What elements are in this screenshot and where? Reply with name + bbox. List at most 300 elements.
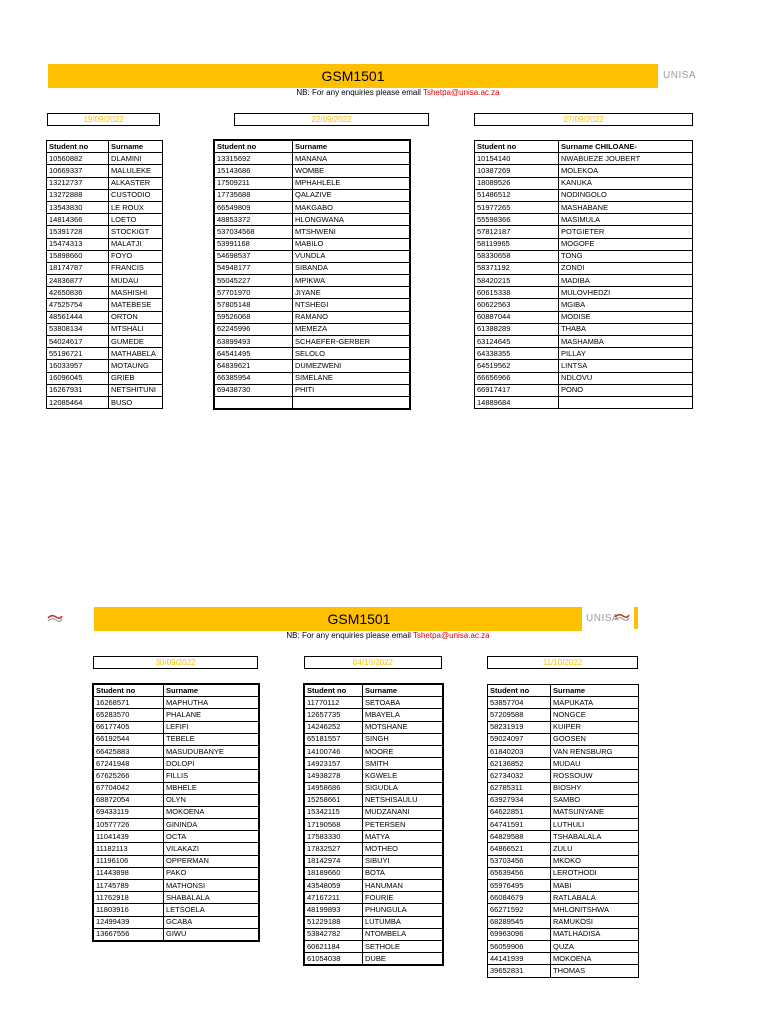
student-no-cell: 42650836: [47, 287, 109, 299]
table-row: [488, 953, 639, 965]
table-row: [488, 904, 639, 916]
table-row: [94, 697, 259, 709]
surname-cell: MATLHADISA: [551, 928, 639, 940]
student-no-cell: 10387269: [475, 165, 559, 177]
table-row: [488, 831, 639, 843]
table-row: [488, 758, 639, 770]
surname-cell: NWABUEZE JOUBERT: [559, 153, 693, 165]
table-row: [305, 880, 443, 892]
student-no-cell: 51977265: [475, 201, 559, 213]
table-row: [305, 843, 443, 855]
header-surname: Surname: [551, 685, 639, 697]
student-no-cell: 66084679: [488, 892, 551, 904]
student-no-cell: 12499439: [94, 916, 164, 928]
student-no-cell: 58119965: [475, 238, 559, 250]
student-no-cell: 48853372: [215, 214, 293, 226]
surname-cell: LEFIFI: [164, 721, 259, 733]
surname-cell: THABA: [559, 323, 693, 335]
surname-cell: BIOSHY: [551, 782, 639, 794]
surname-cell: MUDAU: [109, 275, 163, 287]
student-no-cell: 17190568: [305, 819, 363, 831]
table-row: [475, 275, 693, 287]
surname-cell: MUDZANANI: [363, 806, 443, 818]
table-row: [47, 250, 163, 262]
student-no-cell: 14814366: [47, 214, 109, 226]
surname-cell: MABILO: [293, 238, 410, 250]
surname-cell: TEBELE: [164, 733, 259, 745]
unisa-flag-icon: [47, 612, 63, 624]
table-row: [47, 299, 163, 311]
table-row: [305, 953, 443, 965]
table-row: [47, 287, 163, 299]
student-no-cell: 53991168: [215, 238, 293, 250]
student-no-cell: 64839621: [215, 360, 293, 372]
page2-date-1: 30/09/2022: [93, 656, 258, 669]
table-row: [488, 745, 639, 757]
student-no-cell: 66917417: [475, 384, 559, 396]
student-no-cell: 16033957: [47, 360, 109, 372]
table-row: [488, 794, 639, 806]
table-header-row: [488, 685, 639, 697]
surname-cell: MATYA: [363, 831, 443, 843]
student-no-cell: 69438730: [215, 384, 293, 396]
surname-cell: SAMBO: [551, 794, 639, 806]
surname-cell: LEROTHODI: [551, 867, 639, 879]
student-no-cell: 53703456: [488, 855, 551, 867]
surname-cell: POTGIETER: [559, 226, 693, 238]
header-surname: Surname CHILOANE-: [559, 141, 693, 153]
student-no-cell: 62136852: [488, 758, 551, 770]
student-no-cell: 66425883: [94, 745, 164, 757]
surname-cell: PHITI: [293, 384, 410, 396]
student-no-cell: 11770112: [305, 697, 363, 709]
table-row: [475, 372, 693, 384]
surname-cell: MATEBESE: [109, 299, 163, 311]
student-no-cell: 16268571: [94, 697, 164, 709]
table-row: [94, 770, 259, 782]
surname-cell: LE ROUX: [109, 201, 163, 213]
student-no-cell: 48199893: [305, 904, 363, 916]
student-no-cell: 12085464: [47, 396, 109, 408]
surname-cell: MHLONITSHWA: [551, 904, 639, 916]
page2-enquiry-note: [48, 631, 728, 640]
surname-cell: MBAYELA: [363, 709, 443, 721]
surname-cell: OCTA: [164, 831, 259, 843]
page2-date-3: 11/10/2022: [487, 656, 638, 669]
table-row: [305, 794, 443, 806]
table-row: [475, 348, 693, 360]
table-row: [215, 287, 410, 299]
table-row: [215, 177, 410, 189]
page2-note-email[interactable]: Tshetpa@unisa.ac.za: [412, 631, 490, 640]
surname-cell: NTOMBELA: [363, 928, 443, 940]
surname-cell: PAKO: [164, 867, 259, 879]
surname-cell: NODINGOLO: [559, 189, 693, 201]
surname-cell: MKOKO: [551, 855, 639, 867]
surname-cell: LUTUMBA: [363, 916, 443, 928]
surname-cell: SETHOLE: [363, 940, 443, 952]
page1-date-1: 19/09/2022: [47, 113, 160, 126]
table-row: [215, 336, 410, 348]
student-no-cell: 58371192: [475, 262, 559, 274]
table-row: [215, 348, 410, 360]
surname-cell: DUMEZWENI: [293, 360, 410, 372]
surname-cell: RAMUKOSI: [551, 916, 639, 928]
student-no-cell: 11041439: [94, 831, 164, 843]
surname-cell: MASUDUBANYE: [164, 745, 259, 757]
surname-cell: MTSHWENI: [293, 226, 410, 238]
table-row: [305, 855, 443, 867]
student-no-cell: 62734032: [488, 770, 551, 782]
surname-cell: MATHABELA: [109, 348, 163, 360]
student-no-cell: 16267931: [47, 384, 109, 396]
surname-cell: GOOSEN: [551, 733, 639, 745]
student-no-cell: 67625266: [94, 770, 164, 782]
surname-cell: MADIBA: [559, 275, 693, 287]
surname-cell: SETOABA: [363, 697, 443, 709]
student-no-cell: 64622851: [488, 806, 551, 818]
page1-date-2: 22/09/2022: [234, 113, 429, 126]
student-no-cell: 59526068: [215, 311, 293, 323]
surname-cell: NTSHEGI: [293, 299, 410, 311]
surname-cell: MGIBA: [559, 299, 693, 311]
surname-cell: [559, 396, 693, 408]
student-no-cell: 65976495: [488, 880, 551, 892]
student-no-cell: 61840203: [488, 745, 551, 757]
surname-cell: MAPUKATA: [551, 697, 639, 709]
surname-cell: VUNDLA: [293, 250, 410, 262]
surname-cell: HANUMAN: [363, 880, 443, 892]
surname-cell: MULOVHEDZI: [559, 287, 693, 299]
header-student-no: Student no: [475, 141, 559, 153]
student-no-cell: 66385954: [215, 372, 293, 384]
student-no-cell: 14938278: [305, 770, 363, 782]
table-row: [305, 831, 443, 843]
surname-cell: SCHAEFER-GERBER: [293, 336, 410, 348]
table-row: [475, 287, 693, 299]
surname-cell: GUMEDE: [109, 336, 163, 348]
student-no-cell: 24836877: [47, 275, 109, 287]
table-row: [475, 360, 693, 372]
surname-cell: JIYANE: [293, 287, 410, 299]
student-no-cell: 57812187: [475, 226, 559, 238]
student-no-cell: 58231919: [488, 721, 551, 733]
surname-cell: SELOLO: [293, 348, 410, 360]
surname-cell: DOLOPI: [164, 758, 259, 770]
surname-cell: PHUNGULA: [363, 904, 443, 916]
student-no-cell: 39652831: [488, 965, 551, 977]
table-row: [94, 928, 259, 940]
table-row: [475, 323, 693, 335]
surname-cell: TONG: [559, 250, 693, 262]
surname-cell: RATLABALA: [551, 892, 639, 904]
header-student-no: Student no: [47, 141, 109, 153]
table-row: [94, 794, 259, 806]
student-no-cell: 58330658: [475, 250, 559, 262]
table-row: [475, 177, 693, 189]
table-row: [94, 733, 259, 745]
table-row: [488, 709, 639, 721]
surname-cell: MABI: [551, 880, 639, 892]
surname-cell: DUBE: [363, 953, 443, 965]
table-row: [488, 819, 639, 831]
table-row: [94, 867, 259, 879]
table-row: [475, 165, 693, 177]
surname-cell: FILLIS: [164, 770, 259, 782]
student-no-cell: 15898660: [47, 250, 109, 262]
table-row: [475, 238, 693, 250]
table-row: [305, 892, 443, 904]
student-no-cell: 18089526: [475, 177, 559, 189]
surname-cell: RAMANO: [293, 311, 410, 323]
surname-cell: MUDAU: [551, 758, 639, 770]
student-no-cell: 10669337: [47, 165, 109, 177]
table-row: [215, 226, 410, 238]
student-no-cell: 63899493: [215, 336, 293, 348]
table-row: [215, 360, 410, 372]
table-row: [488, 843, 639, 855]
surname-cell: LUTHULI: [551, 819, 639, 831]
student-no-cell: 17583330: [305, 831, 363, 843]
table-row: [305, 758, 443, 770]
table-row: [94, 782, 259, 794]
student-no-cell: 15391728: [47, 226, 109, 238]
student-no-cell: 54948177: [215, 262, 293, 274]
student-no-cell: 60887044: [475, 311, 559, 323]
table-row: [47, 238, 163, 250]
surname-cell: PHALANE: [164, 709, 259, 721]
table-row: [47, 384, 163, 396]
surname-cell: [293, 396, 410, 408]
surname-cell: MANANA: [293, 153, 410, 165]
student-no-cell: 13667556: [94, 928, 164, 940]
table-row: [47, 360, 163, 372]
surname-cell: GININDA: [164, 819, 259, 831]
table-row: [94, 843, 259, 855]
student-no-cell: 15474313: [47, 238, 109, 250]
header-surname: Surname: [164, 685, 259, 697]
table-row: [475, 262, 693, 274]
student-no-cell: 17832527: [305, 843, 363, 855]
table-row: [488, 940, 639, 952]
student-no-cell: [215, 396, 293, 408]
table-row: [488, 806, 639, 818]
surname-cell: MATSUNYANE: [551, 806, 639, 818]
surname-cell: MOTSHANE: [363, 721, 443, 733]
surname-cell: NETSHISAULU: [363, 794, 443, 806]
surname-cell: QALAZIVE: [293, 189, 410, 201]
student-no-cell: 64866521: [488, 843, 551, 855]
page1-note-email[interactable]: Tshetpa@unisa.ac.za: [422, 88, 500, 97]
student-no-cell: 18174787: [47, 262, 109, 274]
surname-cell: MPIKWA: [293, 275, 410, 287]
header-surname: Surname: [109, 141, 163, 153]
student-no-cell: 66656966: [475, 372, 559, 384]
table-row: [488, 733, 639, 745]
table-row: [47, 348, 163, 360]
table-row: [47, 214, 163, 226]
surname-cell: SIBUYI: [363, 855, 443, 867]
student-no-cell: 60622563: [475, 299, 559, 311]
surname-cell: MOLEKOA: [559, 165, 693, 177]
table-row: [488, 916, 639, 928]
student-no-cell: 64338355: [475, 348, 559, 360]
student-no-cell: 53808134: [47, 323, 109, 335]
table-row: [215, 153, 410, 165]
table-header-row: [94, 685, 259, 697]
surname-cell: MPHAHLELE: [293, 177, 410, 189]
student-no-cell: 65639456: [488, 867, 551, 879]
table-row: [94, 721, 259, 733]
table-row: [215, 189, 410, 201]
student-no-cell: 18142974: [305, 855, 363, 867]
surname-cell: MASHAMBA: [559, 336, 693, 348]
student-no-cell: 66549809: [215, 201, 293, 213]
table-row: [488, 928, 639, 940]
page2-brand: UNISA: [586, 613, 620, 624]
page1-date-3: 27/09/2022: [474, 113, 693, 126]
table-row: [488, 880, 639, 892]
table-row: [475, 311, 693, 323]
surname-cell: OPPERMAN: [164, 855, 259, 867]
surname-cell: KUIPER: [551, 721, 639, 733]
student-no-cell: 53857704: [488, 697, 551, 709]
surname-cell: MOTAUNG: [109, 360, 163, 372]
table-row: [475, 226, 693, 238]
table-row: [215, 275, 410, 287]
surname-cell: MODISE: [559, 311, 693, 323]
surname-cell: THOMAS: [551, 965, 639, 977]
surname-cell: KANUKA: [559, 177, 693, 189]
table-row: [305, 867, 443, 879]
student-no-cell: 17735688: [215, 189, 293, 201]
surname-cell: TSHABALALA: [551, 831, 639, 843]
student-no-cell: 53842782: [305, 928, 363, 940]
surname-cell: MBHELE: [164, 782, 259, 794]
student-no-cell: 48561444: [47, 311, 109, 323]
surname-cell: FRANCIS: [109, 262, 163, 274]
student-no-cell: 60615338: [475, 287, 559, 299]
student-no-cell: 57209588: [488, 709, 551, 721]
surname-cell: STOCKIGT: [109, 226, 163, 238]
table-row: [47, 189, 163, 201]
student-no-cell: 63124645: [475, 336, 559, 348]
surname-cell: ZULU: [551, 843, 639, 855]
table-row: [475, 396, 693, 408]
table-row: [475, 250, 693, 262]
student-no-cell: 17509211: [215, 177, 293, 189]
student-no-cell: 44141939: [488, 953, 551, 965]
student-no-cell: 15143686: [215, 165, 293, 177]
student-no-cell: 58420215: [475, 275, 559, 287]
table-row: [475, 153, 693, 165]
student-no-cell: 11443898: [94, 867, 164, 879]
student-no-cell: 14889684: [475, 396, 559, 408]
header-student-no: Student no: [94, 685, 164, 697]
student-no-cell: 64519562: [475, 360, 559, 372]
student-no-cell: 64541495: [215, 348, 293, 360]
student-no-cell: 12657735: [305, 709, 363, 721]
surname-cell: MOKOENA: [551, 953, 639, 965]
student-no-cell: 62785311: [488, 782, 551, 794]
surname-cell: SINGH: [363, 733, 443, 745]
student-no-cell: 68872054: [94, 794, 164, 806]
surname-cell: MTSHALI: [109, 323, 163, 335]
header-student-no: Student no: [488, 685, 551, 697]
student-no-cell: 11745789: [94, 880, 164, 892]
student-no-cell: 43548059: [305, 880, 363, 892]
page2-roster-table-1: [93, 684, 259, 941]
surname-cell: MAKGABO: [293, 201, 410, 213]
surname-cell: MOORE: [363, 745, 443, 757]
table-row: [215, 311, 410, 323]
page1-brand: UNISA: [663, 70, 697, 81]
surname-cell: OLYN: [164, 794, 259, 806]
page1-roster-table-1: [46, 140, 163, 409]
table-header-row: [305, 685, 443, 697]
table-row: [475, 336, 693, 348]
table-row: [47, 177, 163, 189]
table-row: [215, 396, 410, 408]
page1-note-text: NB: For any enquiries please email: [296, 88, 423, 97]
header-surname: Surname: [363, 685, 443, 697]
surname-cell: MATHONSI: [164, 880, 259, 892]
table-header-row: [47, 141, 163, 153]
student-no-cell: 64829588: [488, 831, 551, 843]
table-row: [488, 855, 639, 867]
surname-cell: VAN RENSBURG: [551, 745, 639, 757]
table-row: [488, 721, 639, 733]
surname-cell: NETSHITUNI: [109, 384, 163, 396]
surname-cell: GRIEB: [109, 372, 163, 384]
table-row: [305, 709, 443, 721]
student-no-cell: 67241948: [94, 758, 164, 770]
table-row: [47, 262, 163, 274]
surname-cell: GIWU: [164, 928, 259, 940]
surname-cell: ORTON: [109, 311, 163, 323]
table-row: [94, 880, 259, 892]
page2-roster-table-2: [304, 684, 443, 965]
table-row: [305, 721, 443, 733]
surname-cell: NDLOVU: [559, 372, 693, 384]
table-row: [488, 867, 639, 879]
table-row: [305, 819, 443, 831]
header-student-no: Student no: [305, 685, 363, 697]
table-row: [305, 697, 443, 709]
surname-cell: MALULEKE: [109, 165, 163, 177]
header-student-no: Student no: [215, 141, 293, 153]
table-row: [47, 226, 163, 238]
table-row: [475, 384, 693, 396]
surname-cell: HLONGWANA: [293, 214, 410, 226]
student-no-cell: 16096045: [47, 372, 109, 384]
student-no-cell: 65181557: [305, 733, 363, 745]
student-no-cell: 55598366: [475, 214, 559, 226]
surname-cell: ALKASTER: [109, 177, 163, 189]
table-row: [94, 758, 259, 770]
student-no-cell: 11196106: [94, 855, 164, 867]
surname-cell: NONGCE: [551, 709, 639, 721]
student-no-cell: 14246252: [305, 721, 363, 733]
student-no-cell: 13272888: [47, 189, 109, 201]
student-no-cell: 66192544: [94, 733, 164, 745]
table-row: [215, 201, 410, 213]
student-no-cell: 14923157: [305, 758, 363, 770]
student-no-cell: 51229188: [305, 916, 363, 928]
surname-cell: SHABALALA: [164, 892, 259, 904]
student-no-cell: 14100746: [305, 745, 363, 757]
table-row: [94, 904, 259, 916]
